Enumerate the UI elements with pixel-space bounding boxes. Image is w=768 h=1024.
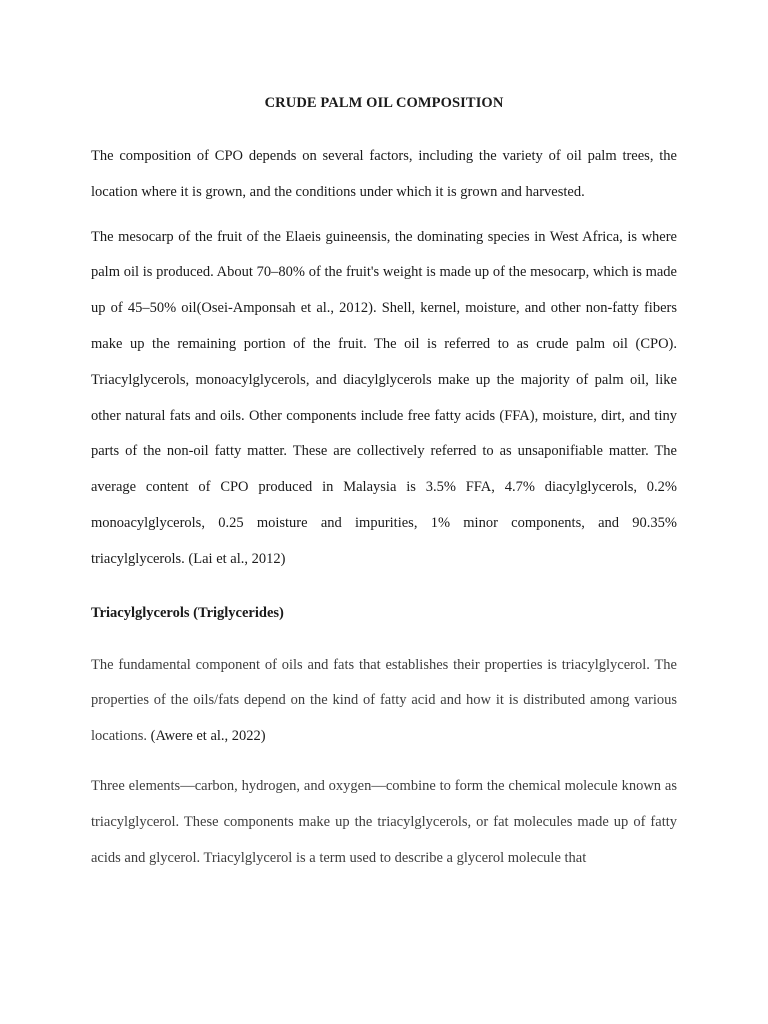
paragraph-cpo-factors: The composition of CPO depends on several factors, including the variety of oil palm trees, the location where it is grown, and the conditions under which it is grown and harvested. — [91, 148, 677, 200]
paragraph-three-elements: Three elements—carbon, hydrogen, and oxygen—combine to form the chemical molecule known as triacylglycerol. These components make up the triacylglycerols, or fat molecules made up of fatty acids and glycerol. Triacylglycerol is a term used to describe a glycerol molecule that — [91, 777, 677, 866]
paragraph-mesocarp: The mesocarp of the fruit of the Elaeis guineensis, the dominating species in West Africa, is where palm oil is produced. About 70–80% of the fruit's weight is made up of the mesocarp, which is made up of 45–50% oil(Osei-Amponsah et al., 2012). Shell, kernel, moisture, and other non-fatty fibers make up the remaining portion of the fruit. The oil is referred to as crude palm oil (CPO). Triacylglycerols, monoacylglycerols, and diacylglycerols make up the majority of palm oil, like other natural fats and oils. Other components include free fatty acids (FFA), moisture, dirt, and tiny parts of the non-oil fatty matter. These are collectively referred to as unsaponifiable matter. The average content of CPO produced in Malaysia is 3.5% FFA, 4.7% diacylglycerols, 0.2% monoacylglycerols, 0.25 moisture and impurities, 1% minor components, and 90.35% triacylglycerols. (Lai et al., 2012) — [91, 228, 677, 567]
document-page — [91, 85, 677, 885]
section-heading-triacylglycerols: Triacylglycerols (Triglycerides) — [91, 604, 284, 621]
paragraph-fundamental-component — [91, 648, 677, 755]
paragraph-text: The fundamental component of oils and fats that establishes their properties is triacylglycerol. The properties of the oils/fats depend on the kind of fatty acid and how it is distributed among various locations. — [91, 656, 677, 745]
document-title: CRUDE PALM OIL COMPOSITION — [264, 95, 504, 111]
citation: (Awere et al., 2022) — [150, 728, 266, 745]
